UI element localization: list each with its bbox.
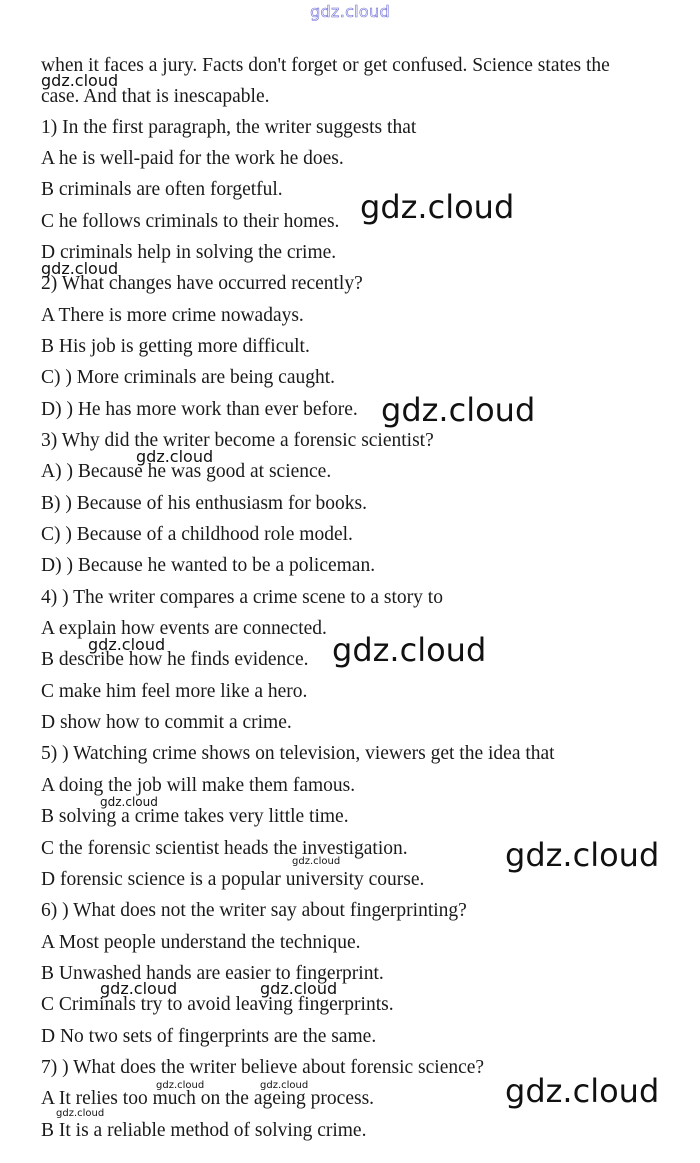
- watermark: gdz.cloud: [292, 856, 341, 867]
- answer-option: B Unwashed hands are easier to fingerprint.: [41, 963, 384, 984]
- answer-option: C the forensic scientist heads the investigation.: [41, 838, 408, 859]
- watermark: gdz.cloud: [505, 836, 660, 874]
- watermark: gdz.cloud: [41, 71, 119, 90]
- answer-option: C he follows criminals to their homes.: [41, 211, 340, 232]
- answer-option: C) ) More criminals are being caught.: [41, 367, 336, 388]
- watermark: gdz.cloud: [360, 188, 515, 226]
- watermark: gdz.cloud: [156, 1080, 205, 1091]
- answer-option: A doing the job will make them famous.: [41, 775, 356, 796]
- watermark: gdz.cloud: [136, 447, 214, 466]
- answer-option: C Criminals try to avoid leaving fingerprints.: [41, 994, 394, 1015]
- answer-option: B) ) Because of his enthusiasm for books.: [41, 493, 368, 514]
- answer-option: A It relies too much on the ageing process.: [41, 1088, 375, 1109]
- answer-option: D show how to commit a crime.: [41, 712, 292, 733]
- question-1: 1) In the first paragraph, the writer suggests that: [41, 117, 417, 138]
- watermark: gdz.cloud: [505, 1072, 660, 1110]
- watermark: gdz.cloud: [56, 1108, 105, 1119]
- answer-option: D No two sets of fingerprints are the same.: [41, 1026, 377, 1047]
- question-4: 4) ) The writer compares a crime scene to a story to: [41, 587, 443, 608]
- answer-option: D) ) Because he wanted to be a policeman.: [41, 555, 376, 576]
- watermark: gdz.cloud: [100, 979, 178, 998]
- watermark: gdz.cloud: [260, 1080, 309, 1091]
- watermark: gdz.cloud: [381, 391, 536, 429]
- answer-option: D) ) He has more work than ever before.: [41, 399, 358, 420]
- answer-option: B describe how he finds evidence.: [41, 649, 309, 670]
- text-line: when it faces a jury. Facts don't forget or get confused. Science states the: [41, 55, 610, 76]
- question-2: 2) What changes have occurred recently?: [41, 273, 363, 294]
- question-7: 7) ) What does the writer believe about forensic science?: [41, 1057, 485, 1078]
- header-watermark: gdz.cloud: [310, 2, 390, 21]
- watermark: gdz.cloud: [88, 635, 166, 654]
- answer-option: A There is more crime nowadays.: [41, 305, 304, 326]
- watermark: gdz.cloud: [100, 795, 158, 809]
- question-5: 5) ) Watching crime shows on television, viewers get the idea that: [41, 743, 555, 764]
- watermark: gdz.cloud: [260, 979, 338, 998]
- answer-option: C make him feel more like a hero.: [41, 681, 308, 702]
- text-line: case. And that is inescapable.: [41, 86, 270, 107]
- answer-option: A explain how events are connected.: [41, 618, 327, 639]
- answer-option: A he is well-paid for the work he does.: [41, 148, 344, 169]
- question-6: 6) ) What does not the writer say about fingerprinting?: [41, 900, 467, 921]
- answer-option: A Most people understand the technique.: [41, 932, 361, 953]
- answer-option: D forensic science is a popular university course.: [41, 869, 425, 890]
- answer-option: B criminals are often forgetful.: [41, 179, 283, 200]
- answer-option: B His job is getting more difficult.: [41, 336, 310, 357]
- answer-option: D criminals help in solving the crime.: [41, 242, 337, 263]
- answer-option: A) ) Because he was good at science.: [41, 461, 332, 482]
- answer-option: B It is a reliable method of solving crime.: [41, 1120, 367, 1141]
- watermark: gdz.cloud: [332, 631, 487, 669]
- watermark: gdz.cloud: [41, 259, 119, 278]
- question-3: 3) Why did the writer become a forensic scientist?: [41, 430, 434, 451]
- answer-option: B solving a crime takes very little time.: [41, 806, 349, 827]
- answer-option: C) ) Because of a childhood role model.: [41, 524, 353, 545]
